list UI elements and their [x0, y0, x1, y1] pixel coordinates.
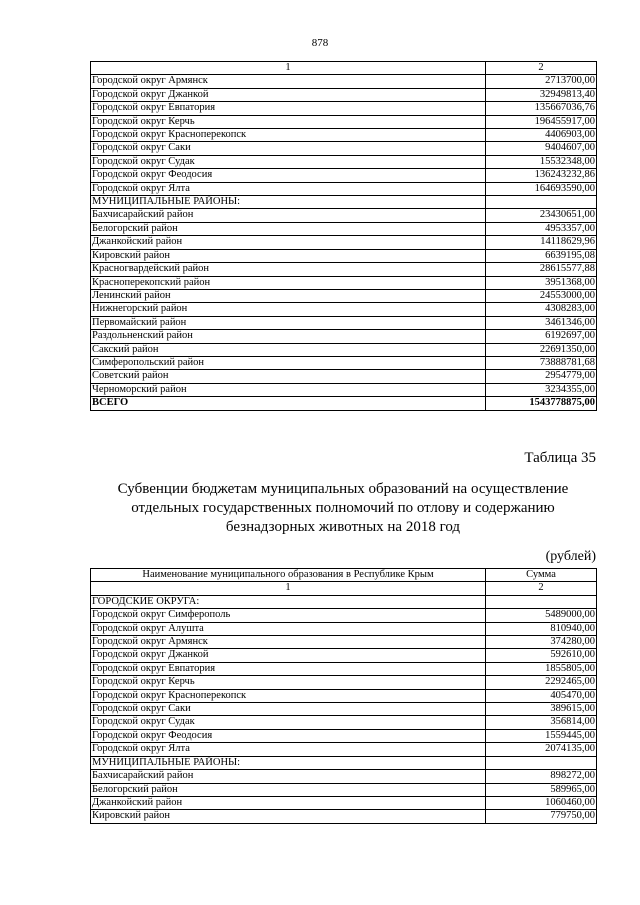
table-row [91, 155, 597, 168]
table-row [91, 595, 597, 608]
column-number-row [91, 582, 597, 595]
row-name: Городской округ Джанкой [91, 649, 486, 662]
row-name: Городской округ Керчь [91, 115, 486, 128]
table-row [91, 622, 597, 635]
row-value: 810940,00 [486, 622, 597, 635]
row-value: 6639195,08 [486, 249, 597, 262]
column-number-2: 2 [486, 582, 597, 595]
table-row [91, 249, 597, 262]
row-value: 779750,00 [486, 810, 597, 823]
row-value: 9404607,00 [486, 142, 597, 155]
row-value: 23430651,00 [486, 209, 597, 222]
table-row [91, 703, 597, 716]
row-name: МУНИЦИПАЛЬНЫЕ РАЙОНЫ: [91, 196, 486, 209]
table-row [91, 783, 597, 796]
row-name: Городской округ Армянск [91, 75, 486, 88]
table-row [91, 649, 597, 662]
row-value: 22691350,00 [486, 343, 597, 356]
table-row [91, 102, 597, 115]
row-name: Красноперекопский район [91, 276, 486, 289]
table-row [91, 343, 597, 356]
row-name: Городской округ Феодосия [91, 169, 486, 182]
table-row [91, 236, 597, 249]
row-name: Сакский район [91, 343, 486, 356]
row-name: Ленинский район [91, 289, 486, 302]
row-value: 3461346,00 [486, 316, 597, 329]
table-row [91, 289, 597, 302]
row-name: Городской округ Ялта [91, 743, 486, 756]
row-name: Городской округ Алушта [91, 622, 486, 635]
table-row [91, 142, 597, 155]
row-name: ГОРОДСКИЕ ОКРУГА: [91, 595, 486, 608]
row-name: Городской округ Армянск [91, 636, 486, 649]
row-name: Симферопольский район [91, 356, 486, 369]
row-value: 28615577,88 [486, 263, 597, 276]
total-row [91, 397, 597, 410]
total-value: 1543778875,00 [486, 397, 597, 410]
table-row [91, 796, 597, 809]
row-value: 356814,00 [486, 716, 597, 729]
table-row [91, 716, 597, 729]
row-value: 2292465,00 [486, 676, 597, 689]
row-name: Белогорский район [91, 783, 486, 796]
row-value: 14118629,96 [486, 236, 597, 249]
row-name: Городской округ Джанкой [91, 88, 486, 101]
row-value: 164693590,00 [486, 182, 597, 195]
row-value: 4406903,00 [486, 129, 597, 142]
table-row [91, 330, 597, 343]
subsidy-table-continued [90, 61, 597, 411]
row-value: 32949813,40 [486, 88, 597, 101]
row-value [486, 196, 597, 209]
table-row [91, 609, 597, 622]
row-name: Джанкойский район [91, 236, 486, 249]
row-name: МУНИЦИПАЛЬНЫЕ РАЙОНЫ: [91, 756, 486, 769]
row-name: Городской округ Евпатория [91, 102, 486, 115]
row-name: Кировский район [91, 249, 486, 262]
row-value: 6192697,00 [486, 330, 597, 343]
page-number: 878 [311, 37, 329, 49]
row-name: Городской округ Ялта [91, 182, 486, 195]
table-row [91, 196, 597, 209]
column-header-row [91, 569, 597, 582]
row-value: 589965,00 [486, 783, 597, 796]
table-row [91, 222, 597, 235]
row-value: 592610,00 [486, 649, 597, 662]
column-number-row [91, 62, 597, 75]
row-value: 15532348,00 [486, 155, 597, 168]
row-value: 196455917,00 [486, 115, 597, 128]
column-header-sum: Сумма [486, 569, 597, 582]
animal-control-subvention-table [90, 568, 597, 824]
table-row [91, 370, 597, 383]
table-row [91, 75, 597, 88]
column-number-2: 2 [486, 62, 597, 75]
row-name: Черноморский район [91, 383, 486, 396]
table-row [91, 303, 597, 316]
row-value: 1559445,00 [486, 729, 597, 742]
row-name: Городской округ Саки [91, 703, 486, 716]
row-value [486, 595, 597, 608]
row-name: Городской округ Евпатория [91, 662, 486, 675]
row-name: Нижнегорский район [91, 303, 486, 316]
table-row [91, 169, 597, 182]
column-number-1: 1 [91, 582, 486, 595]
row-value: 5489000,00 [486, 609, 597, 622]
row-value: 2954779,00 [486, 370, 597, 383]
row-value [486, 756, 597, 769]
row-value: 3234355,00 [486, 383, 597, 396]
table-row [91, 810, 597, 823]
unit-label: (рублей) [545, 549, 596, 564]
table-row [91, 770, 597, 783]
row-value: 136243232,86 [486, 169, 597, 182]
total-label: ВСЕГО [91, 397, 486, 410]
row-name: Бахчисарайский район [91, 209, 486, 222]
row-value: 1060460,00 [486, 796, 597, 809]
row-name: Городской округ Симферополь [91, 609, 486, 622]
table-row [91, 662, 597, 675]
row-value: 4953357,00 [486, 222, 597, 235]
row-name: Раздольненский район [91, 330, 486, 343]
row-name: Красногвардейский район [91, 263, 486, 276]
row-name: Городской округ Феодосия [91, 729, 486, 742]
table-row [91, 209, 597, 222]
row-name: Городской округ Судак [91, 155, 486, 168]
table-row [91, 676, 597, 689]
table-row [91, 115, 597, 128]
row-value: 4308283,00 [486, 303, 597, 316]
row-name: Бахчисарайский район [91, 770, 486, 783]
row-value: 1855805,00 [486, 662, 597, 675]
table-row [91, 729, 597, 742]
table-row [91, 88, 597, 101]
table-row [91, 383, 597, 396]
row-value: 898272,00 [486, 770, 597, 783]
row-value: 73888781,68 [486, 356, 597, 369]
row-name: Городской округ Красноперекопск [91, 129, 486, 142]
row-value: 3951368,00 [486, 276, 597, 289]
row-value: 135667036,76 [486, 102, 597, 115]
row-value: 24553000,00 [486, 289, 597, 302]
column-number-1: 1 [91, 62, 486, 75]
table-title: Субвенции бюджетам муниципальных образований на осуществление отдельных государственных полномочий по отлову и содержанию безнадзорных животных на 2018 год [117, 481, 569, 535]
row-name: Первомайский район [91, 316, 486, 329]
row-name: Городской округ Судак [91, 716, 486, 729]
table-row [91, 743, 597, 756]
row-name: Городской округ Керчь [91, 676, 486, 689]
row-name: Городской округ Саки [91, 142, 486, 155]
table-row [91, 263, 597, 276]
table-row [91, 182, 597, 195]
row-value: 2713700,00 [486, 75, 597, 88]
row-value: 405470,00 [486, 689, 597, 702]
row-name: Кировский район [91, 810, 486, 823]
row-value: 2074135,00 [486, 743, 597, 756]
table-row [91, 276, 597, 289]
table-row [91, 356, 597, 369]
row-value: 389615,00 [486, 703, 597, 716]
table-row [91, 316, 597, 329]
row-name: Городской округ Красноперекопск [91, 689, 486, 702]
column-header-name: Наименование муниципального образования в Республике Крым [91, 569, 486, 582]
table-row [91, 756, 597, 769]
table-row [91, 636, 597, 649]
row-name: Белогорский район [91, 222, 486, 235]
table-label: Таблица 35 [524, 450, 596, 466]
table-row [91, 689, 597, 702]
table-row [91, 129, 597, 142]
row-name: Советский район [91, 370, 486, 383]
row-value: 374280,00 [486, 636, 597, 649]
row-name: Джанкойский район [91, 796, 486, 809]
